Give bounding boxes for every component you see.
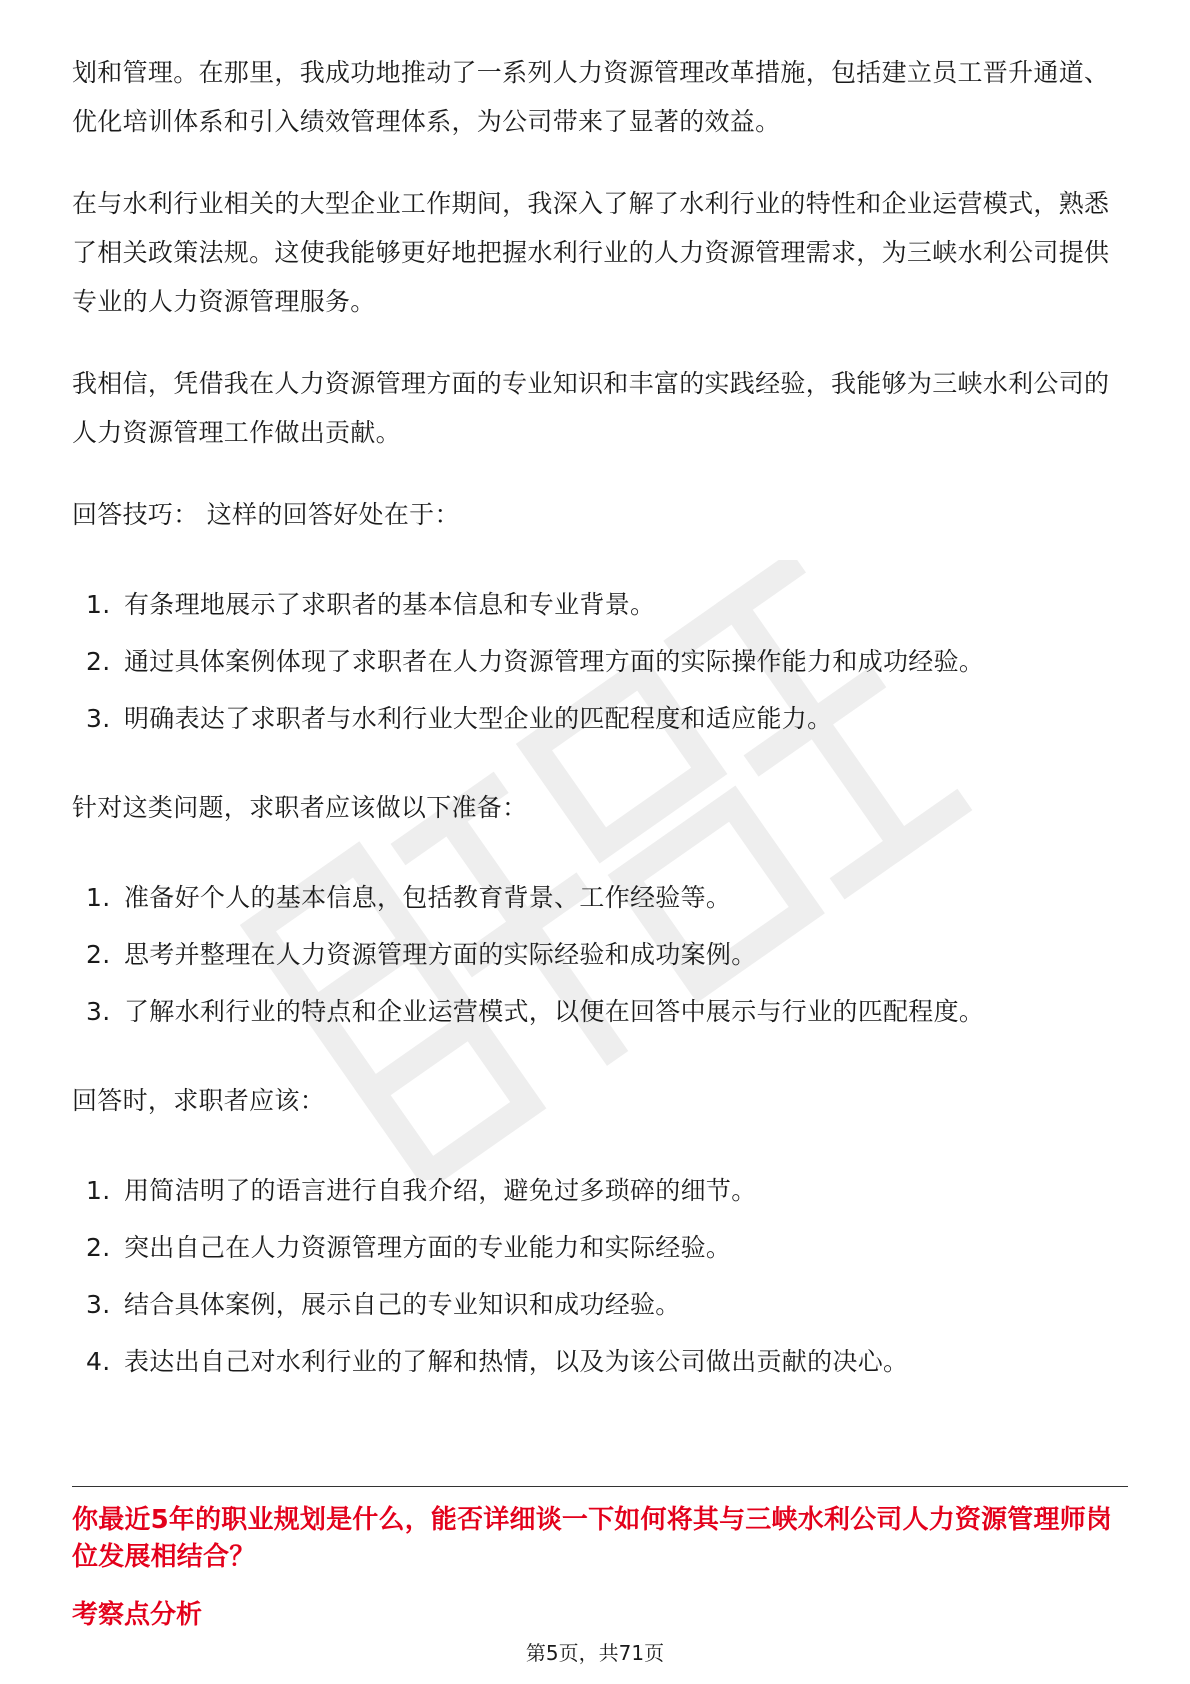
- next-question-heading: 你最近5年的职业规划是什么，能否详细谈一下如何将其与三峡水利公司人力资源管理师岗位发展相结合？: [72, 1505, 1113, 1572]
- answer-list: [72, 1162, 1132, 1390]
- list-item: 3. 明确表达了求职者与水利行业大型企业的匹配程度和适应能力。: [86, 704, 833, 733]
- list-item: 2. 思考并整理在人力资源管理方面的实际经验和成功案例。: [86, 940, 757, 969]
- prep-heading: 针对这类问题，求职者应该做以下准备：: [72, 793, 528, 822]
- list-item: 4. 表达出自己对水利行业的了解和热情，以及为该公司做出贡献的决心。: [86, 1347, 909, 1376]
- list-item: 1. 用简洁明了的语言进行自我介绍，避免过多琐碎的细节。: [86, 1176, 757, 1205]
- list-item: 2. 通过具体案例体现了求职者在人力资源管理方面的实际操作能力和成功经验。: [86, 647, 985, 676]
- list-item: 1. 有条理地展示了求职者的基本信息和专业背景。: [86, 590, 656, 619]
- list-item: 3. 了解水利行业的特点和企业运营模式，以便在回答中展示与行业的匹配程度。: [86, 997, 985, 1026]
- tips-heading: 回答技巧： 这样的回答好处在于：: [72, 500, 460, 529]
- body-paragraph: 划和管理。在那里，我成功地推动了一系列人力资源管理改革措施，包括建立员工晋升通道、优化培训体系和引入绩效管理体系，为公司带来了显著的效益。: [72, 58, 1110, 136]
- answer-heading: 回答时，求职者应该：: [72, 1086, 326, 1115]
- tips-list: [72, 576, 1132, 747]
- page-number: 第5页，共71页: [525, 1641, 665, 1665]
- section-divider: [72, 1486, 1128, 1487]
- main-content: [72, 48, 1132, 1426]
- list-item: 2. 突出自己在人力资源管理方面的专业能力和实际经验。: [86, 1233, 732, 1262]
- prep-list: [72, 869, 1132, 1040]
- list-item: 1. 准备好个人的基本信息，包括教育背景、工作经验等。: [86, 883, 732, 912]
- body-paragraph: 在与水利行业相关的大型企业工作期间，我深入了解了水利行业的特性和企业运营模式，熟悉了相关政策法规。这使我能够更好地把握水利行业的人力资源管理需求，为三峡水利公司提供专业的人力资源管理服务。: [72, 189, 1110, 316]
- list-item: 3. 结合具体案例，展示自己的专业知识和成功经验。: [86, 1290, 681, 1319]
- section-title: 考察点分析: [72, 1600, 203, 1630]
- body-paragraph: 我相信，凭借我在人力资源管理方面的专业知识和丰富的实践经验，我能够为三峡水利公司的人力资源管理工作做出贡献。: [72, 369, 1110, 447]
